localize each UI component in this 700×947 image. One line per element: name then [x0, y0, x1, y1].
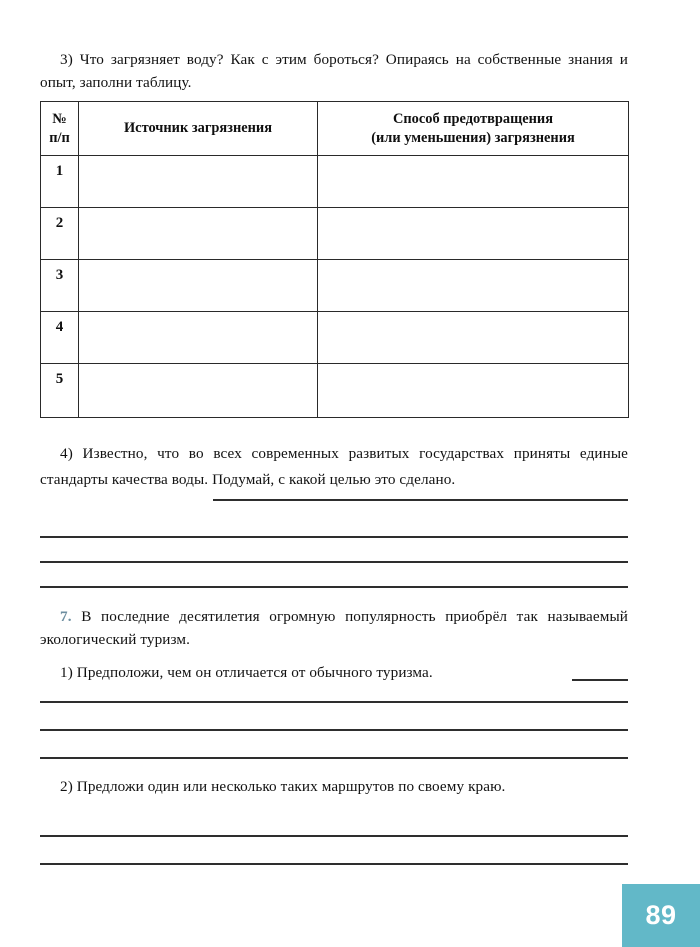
row-number-cell: 2	[41, 208, 79, 260]
row-source-cell[interactable]	[79, 364, 318, 418]
row-prevention-cell[interactable]	[318, 312, 629, 364]
question-4-body: 4) Известно, что во всех современных развитых государствах приняты единые стандарты качества воды. Подумай, с какой целью это сделано.	[40, 445, 628, 488]
table-header-number-line1: №	[52, 110, 67, 127]
table-header-row	[41, 102, 629, 156]
row-prevention-cell[interactable]	[318, 260, 629, 312]
row-source-cell[interactable]	[79, 260, 318, 312]
row-prevention-cell[interactable]	[318, 208, 629, 260]
table-row	[41, 260, 629, 312]
table-header-number	[41, 102, 79, 156]
answer-line[interactable]	[213, 499, 628, 501]
question-7-number: 7.	[60, 608, 72, 625]
row-number-cell: 1	[41, 156, 79, 208]
question-7-sub-1-body: 1) Предположи, чем он отличается от обычного туризма.	[60, 664, 433, 681]
row-prevention-cell[interactable]	[318, 156, 629, 208]
answer-line[interactable]	[40, 561, 628, 563]
table-row	[41, 208, 629, 260]
answer-line[interactable]	[40, 536, 628, 538]
row-number-cell: 3	[41, 260, 79, 312]
table-header-number-line2: п/п	[49, 129, 70, 146]
answer-line[interactable]	[40, 586, 628, 588]
answer-line[interactable]	[572, 679, 628, 681]
answer-line[interactable]	[40, 757, 628, 759]
question-7-text	[40, 605, 628, 651]
table-row	[41, 312, 629, 364]
table-row	[41, 364, 629, 418]
answer-line[interactable]	[40, 701, 628, 703]
question-7-sub-2-text	[40, 775, 628, 798]
answer-line[interactable]	[40, 835, 628, 837]
question-7-sub-2-body: 2) Предложи один или несколько таких маршрутов по своему краю.	[60, 778, 506, 795]
row-number-cell: 5	[41, 364, 79, 418]
row-prevention-cell[interactable]	[318, 364, 629, 418]
question-3-body: 3) Что загрязняет воду? Как с этим бороться? Опираясь на собственные знания и опыт, заполни таблицу.	[40, 51, 628, 91]
row-number-cell: 4	[41, 312, 79, 364]
table-header-prevention-line2: (или уменьшения) загрязнения	[371, 129, 575, 146]
page-number: 89	[645, 900, 677, 930]
table-row	[41, 156, 629, 208]
question-7-body: В последние десятилетия огромную популярность приобрёл так называемый экологический туризм.	[40, 608, 628, 648]
table-header-source: Источник загрязнения	[79, 102, 318, 156]
question-3-text	[40, 48, 628, 94]
answer-line[interactable]	[40, 729, 628, 731]
page-number-badge	[622, 884, 700, 947]
answer-line[interactable]	[40, 863, 628, 865]
row-source-cell[interactable]	[79, 312, 318, 364]
pollution-table	[40, 101, 629, 418]
question-7-sub-1-text	[40, 661, 628, 684]
row-source-cell[interactable]	[79, 208, 318, 260]
table-header-prevention	[318, 102, 629, 156]
table-header-prevention-line1: Способ предотвращения	[393, 110, 553, 127]
row-source-cell[interactable]	[79, 156, 318, 208]
question-4-text	[40, 441, 628, 493]
